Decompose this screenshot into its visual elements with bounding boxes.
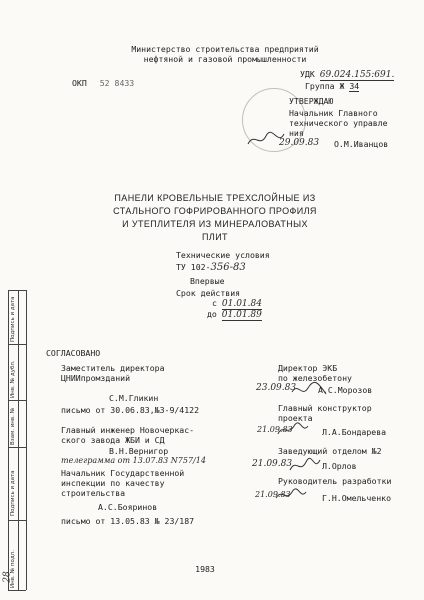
- tech-conditions: Технические условия: [176, 250, 270, 260]
- left-e3-line3: строительства: [61, 488, 126, 498]
- ministry-line-1: Министерство строительства предприятий: [131, 44, 319, 54]
- left-e2-telegram: телеграмма от 13.07.83 N757/14: [61, 456, 206, 465]
- right-r3-signature: [288, 456, 322, 476]
- right-r1-line1: Директор ЭКБ: [278, 363, 338, 373]
- validity-label: Срок действия: [176, 288, 241, 298]
- right-r2-line2: проекта: [278, 413, 313, 423]
- left-e2-name: В.Н.Вернигор: [109, 446, 169, 456]
- right-r4-line1: Руководитель разработки: [278, 476, 392, 486]
- right-r4-date: 21.09.83: [255, 490, 291, 499]
- left-e1-name: С.М.Гликин: [109, 393, 159, 403]
- approval-title: УТВЕРЖДАЮ: [289, 96, 334, 106]
- right-r3-date: 21.09.83: [252, 459, 293, 469]
- left-e2-line1: Главный инженер Новочеркас-: [61, 425, 195, 435]
- validity-from: [212, 298, 262, 309]
- right-r3-line1: Заведующий отделом №2: [278, 446, 382, 456]
- okp-value: 52 8433: [99, 78, 135, 88]
- to-date: 01.01.89: [221, 310, 262, 320]
- doc-title-line-1: ПАНЕЛИ КРОВЕЛЬНЫЕ ТРЕХСЛОЙНЫЕ ИЗ: [114, 193, 316, 203]
- left-e1-letter: письмо от 30.06.83,№3-9/4122: [61, 405, 200, 415]
- left-e3-letter: письмо от 13.05.83 № 23/187: [61, 516, 195, 526]
- right-r2-date: 21.09.83: [257, 425, 293, 434]
- doc-title-line-2: СТАЛЬНОГО ГОФРИРОВАННОГО ПРОФИЛЯ: [113, 206, 317, 216]
- right-r1-name: А.С.Морозов: [318, 385, 373, 395]
- approval-line-2: технического управле: [289, 118, 388, 128]
- tu-prefix: ТУ 102-: [176, 262, 211, 272]
- left-e3-name: А.С.Бояринов: [98, 502, 158, 512]
- right-r4-name: Г.Н.Омельченко: [322, 493, 392, 503]
- right-r2-signature: [276, 420, 312, 440]
- right-r2-name: Л.А.Бондарева: [322, 427, 387, 437]
- tu-number: [176, 262, 246, 273]
- strip-label-1: Подпись и дата: [10, 296, 16, 342]
- right-r1-date: 23.09.83: [256, 383, 297, 393]
- okp-label: ОКП: [72, 78, 87, 88]
- strip-label-5: Инв. № подл.: [10, 550, 16, 588]
- left-e1-line2: ЦНИИпромзданий: [61, 373, 131, 383]
- approval-date: 29.09.83: [279, 138, 320, 148]
- ministry-line-2: нефтяной и газовой промышленности: [143, 54, 307, 64]
- from-label: с: [212, 298, 217, 308]
- group-label: Группа Ж: [305, 81, 345, 91]
- strip-handwritten-number: 28: [2, 571, 13, 583]
- from-date: 01.01.84: [221, 299, 262, 309]
- left-e3-line1: Начальник Государственной: [61, 468, 185, 478]
- approval-line-1: Начальник Главного: [289, 108, 378, 118]
- udk-code: [300, 69, 394, 80]
- right-r2-line1: Главный конструктор: [278, 403, 372, 413]
- left-e1-line1: Заместитель директора: [61, 363, 165, 373]
- validity-to: [207, 309, 262, 320]
- approval-signature: [246, 130, 286, 150]
- group-value: 34: [349, 81, 360, 91]
- udk-value: 69.024.155:691.: [319, 70, 395, 80]
- agreed-heading: СОГЛАСОВАНО: [46, 348, 101, 358]
- doc-title-line-4: ПЛИТ: [202, 232, 228, 242]
- approval-name: О.М.Иванцов: [334, 139, 389, 149]
- group-code: [305, 81, 359, 91]
- to-label: до: [207, 309, 217, 319]
- approval-line-3: ния: [289, 128, 304, 138]
- left-e3-line2: инспекции по качеству: [61, 478, 165, 488]
- right-r4-signature: [274, 486, 308, 506]
- right-r1-line2: по железобетону: [278, 373, 352, 383]
- tu-handwritten: 356-83: [210, 262, 246, 273]
- strip-label-3: Взам. инв. №: [10, 407, 16, 445]
- udk-label: УДК: [300, 69, 315, 79]
- strip-label-4: Подпись и дата: [10, 470, 16, 516]
- footer-year: 1983: [195, 564, 215, 574]
- left-e2-line2: ского завода ЖБИ и СД: [61, 435, 165, 445]
- strip-label-2: Инв. № дубл.: [10, 360, 16, 398]
- first-time-label: Впервые: [190, 276, 225, 286]
- right-r3-name: Л.Орлов: [322, 461, 357, 471]
- okp-code: [72, 78, 134, 88]
- doc-title-line-3: И УТЕПЛИТЕЛЯ ИЗ МИНЕРАЛОВАТНЫХ: [122, 219, 308, 229]
